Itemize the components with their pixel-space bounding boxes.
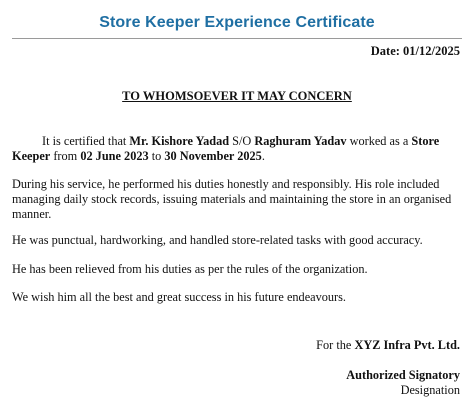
p1-so: S/O: [229, 134, 255, 148]
signoff-prefix: For the: [316, 338, 355, 352]
company-signoff: [316, 338, 460, 353]
duties-paragraph: During his service, he performed his duties honestly and responsibly. His role included managing daily stock records, issuing materials and maintaining the store in an organised manner.: [12, 177, 452, 221]
employee-designation: Store Keeper: [12, 134, 440, 163]
company-name: XYZ Infra Pvt. Ltd.: [354, 338, 460, 352]
document-title: Store Keeper Experience Certificate: [99, 14, 375, 31]
authorized-signatory: Authorized Signatory: [346, 368, 460, 382]
p1-from: from: [50, 149, 81, 163]
subject-heading: TO WHOMSOEVER IT MAY CONCERN: [122, 89, 352, 103]
document-date: Date: 01/12/2025: [370, 44, 460, 58]
p1-to: to: [148, 149, 165, 163]
employee-name: Mr. Kishore Yadad: [129, 134, 230, 148]
certification-paragraph: [12, 134, 462, 164]
father-name: Raghuram Yadav: [254, 134, 347, 148]
p1-end: .: [261, 149, 265, 163]
end-date: 30 November 2025: [164, 149, 262, 163]
p1-worked: worked as a: [346, 134, 412, 148]
relieving-paragraph: He has been relieved from his duties as per the rules of the organization.: [12, 262, 368, 276]
p1-prefix: It is certified that: [42, 134, 130, 148]
title-divider: [12, 38, 462, 39]
start-date: 02 June 2023: [80, 149, 149, 163]
wishes-paragraph: We wish him all the best and great success in his future endeavours.: [12, 290, 347, 304]
conduct-paragraph: He was punctual, hardworking, and handled store-related tasks with good accuracy.: [12, 233, 423, 247]
signatory-designation: Designation: [400, 383, 460, 397]
